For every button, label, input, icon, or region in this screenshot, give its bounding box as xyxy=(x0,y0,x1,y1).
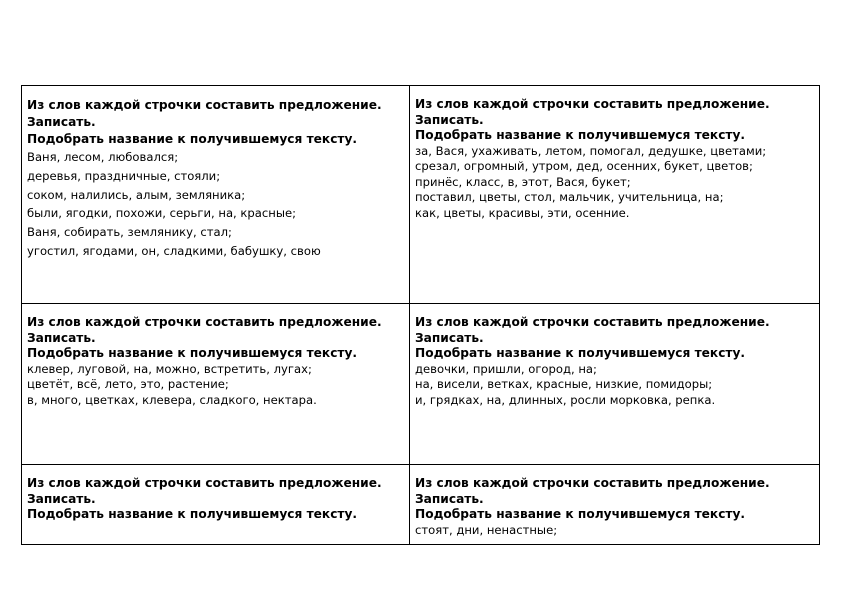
word-line: Ваня, собирать, землянику, стал; xyxy=(27,225,232,240)
task-instruction: Подобрать название к получившемуся тексту. xyxy=(27,132,358,146)
task-instruction: Подобрать название к получившемуся тексту. xyxy=(415,128,746,142)
word-line: соком, налились, алым, земляника; xyxy=(27,187,246,202)
task-instruction: Подобрать название к получившемуся тексту. xyxy=(415,507,746,521)
table-row xyxy=(22,86,820,304)
task-instruction: Подобрать название к получившемуся тексту. xyxy=(27,346,358,360)
task-instruction: Из слов каждой строчки составить предложение. Записать. xyxy=(415,476,770,506)
task-cell xyxy=(410,86,820,304)
task-cell xyxy=(22,465,410,545)
task-instruction: Из слов каждой строчки составить предложение. Записать. xyxy=(415,315,770,345)
word-line: на, висели, ветках, красные, низкие, помидоры; xyxy=(415,377,713,391)
task-instruction: Подобрать название к получившемуся тексту. xyxy=(415,346,746,360)
word-line: клевер, луговой, на, можно, встретить, лугах; xyxy=(27,361,312,376)
word-line: в, много, цветках, клевера, сладкого, нектара. xyxy=(27,392,317,407)
word-line: за, Вася, ухаживать, летом, помогал, дедушке, цветами; xyxy=(415,143,767,158)
task-instruction: Из слов каждой строчки составить предложение. Записать. xyxy=(27,98,382,129)
word-line: угостил, ягодами, он, сладкими, бабушку, свою xyxy=(27,243,321,258)
word-line: Ваня, лесом, любовался; xyxy=(27,150,179,164)
word-line: стоят, дни, ненастные; xyxy=(415,522,558,537)
table-row xyxy=(22,465,820,545)
word-line: поставил, цветы, стол, мальчик, учительница, на; xyxy=(415,190,724,204)
word-line: деревья, праздничные, стояли; xyxy=(27,168,221,183)
word-line: цветёт, всё, лето, это, растение; xyxy=(27,377,229,391)
task-cell xyxy=(22,86,410,304)
task-instruction: Из слов каждой строчки составить предложение. Записать. xyxy=(415,97,770,127)
word-line: девочки, пришли, огород, на; xyxy=(415,361,597,376)
word-line: срезал, огромный, утром, дед, осенних, букет, цветов; xyxy=(415,159,753,173)
task-instruction: Из слов каждой строчки составить предложение. Записать. xyxy=(27,476,382,506)
task-cell xyxy=(410,304,820,465)
task-cell xyxy=(22,304,410,465)
worksheet-table xyxy=(21,85,820,545)
task-instruction: Из слов каждой строчки составить предложение. Записать. xyxy=(27,315,382,345)
word-line: принёс, класс, в, этот, Вася, букет; xyxy=(415,174,631,189)
word-line: как, цветы, красивы, эти, осенние. xyxy=(415,205,630,220)
task-cell xyxy=(410,465,820,545)
word-line: были, ягодки, похожи, серьги, на, красные; xyxy=(27,206,297,221)
table-row xyxy=(22,304,820,465)
task-instruction: Подобрать название к получившемуся тексту. xyxy=(27,507,358,521)
word-line: и, грядках, на, длинных, росли морковка, репка. xyxy=(415,392,716,407)
